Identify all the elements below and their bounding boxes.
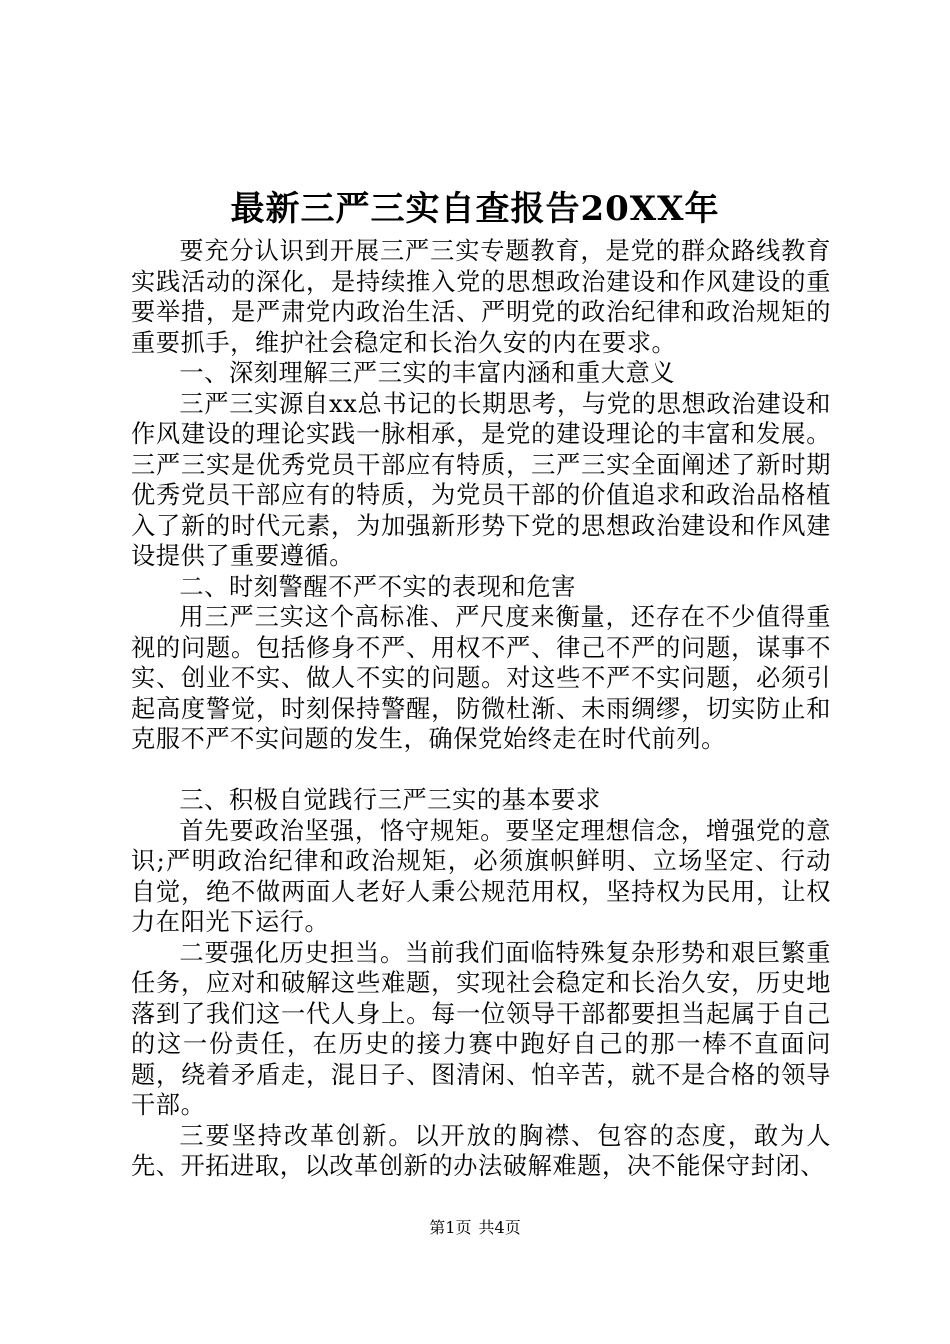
page-number: 第1页 <box>429 1218 472 1237</box>
section-heading-2: 二、时刻警醒不严不实的表现和危害 <box>179 572 576 601</box>
section-heading-1: 一、深刻理解三严三实的丰富内涵和重大意义 <box>179 359 676 387</box>
section-heading-3: 三、积极自觉践行三严三实的基本要求 <box>179 786 601 814</box>
paragraph-intro: 要充分认识到开展三严三实专题教育，是党的群众路线教育实践活动的深化，是持续推入党的思想政治建设和作风建设的重要举措，是严肃党内政治生活、严明党的政治纪律和政治规矩的重要抓手，维护社会稳定和长治久安的内在要求。 <box>131 237 831 357</box>
page-total: 共4页 <box>478 1218 521 1237</box>
page-footer <box>0 1217 950 1239</box>
paragraph-section-1: 三严三实源自xx总书记的长期思考，与党的思想政治建设和作风建设的理论实践一脉相承，是党的建设理论的丰富和发展。三严三实是优秀党员干部应有特质，三严三实全面阐述了新时期优秀党员干部应有的特质，为党员干部的价值追求和政治品格植入了新的时代元素，为加强新形势下党的思想政治建设和作风建设提供了重要遵循。 <box>131 389 831 570</box>
blank-line <box>131 755 831 786</box>
paragraph-section-2: 用三严三实这个高标准、严尺度来衡量，还存在不少值得重视的问题。包括修身不严、用权不严、律己不严的问题，谋事不实、创业不实、做人不实的问题。对这些不严不实问题，必须引起高度警觉，时刻保持警醒，防微杜渐、未雨绸缪，切实防止和克服不严不实问题的发生，确保党始终走在时代前列。 <box>131 603 831 753</box>
document-title: 最新三严三实自查报告20XX年 <box>230 189 720 229</box>
paragraph-requirement-1: 首先要政治坚强，恪守规矩。要坚定理想信念，增强党的意识;严明政治纪律和政治规矩，必须旗帜鲜明、立场坚定、行动自觉，绝不做两面人老好人秉公规范用权，坚持权为民用，让权力在阳光下运行。 <box>131 816 831 936</box>
paragraph-requirement-2: 二要强化历史担当。当前我们面临特殊复杂形势和艰巨繁重任务，应对和破解这些难题，实现社会稳定和长治久安，历史地落到了我们这一代人身上。每一位领导干部都要担当起属于自己的这一份责任，在历史的接力赛中跑好自己的那一棒不直面问题，绕着矛盾走，混日子、图清闲、怕辛苦，就不是合格的领导干部。 <box>131 938 831 1119</box>
document-body <box>131 236 831 1182</box>
paragraph-requirement-3: 三要坚持改革创新。以开放的胸襟、包容的态度，敢为人先、开拓进取，以改革创新的办法破解难题，决不能保守封闭、 <box>131 1121 831 1180</box>
